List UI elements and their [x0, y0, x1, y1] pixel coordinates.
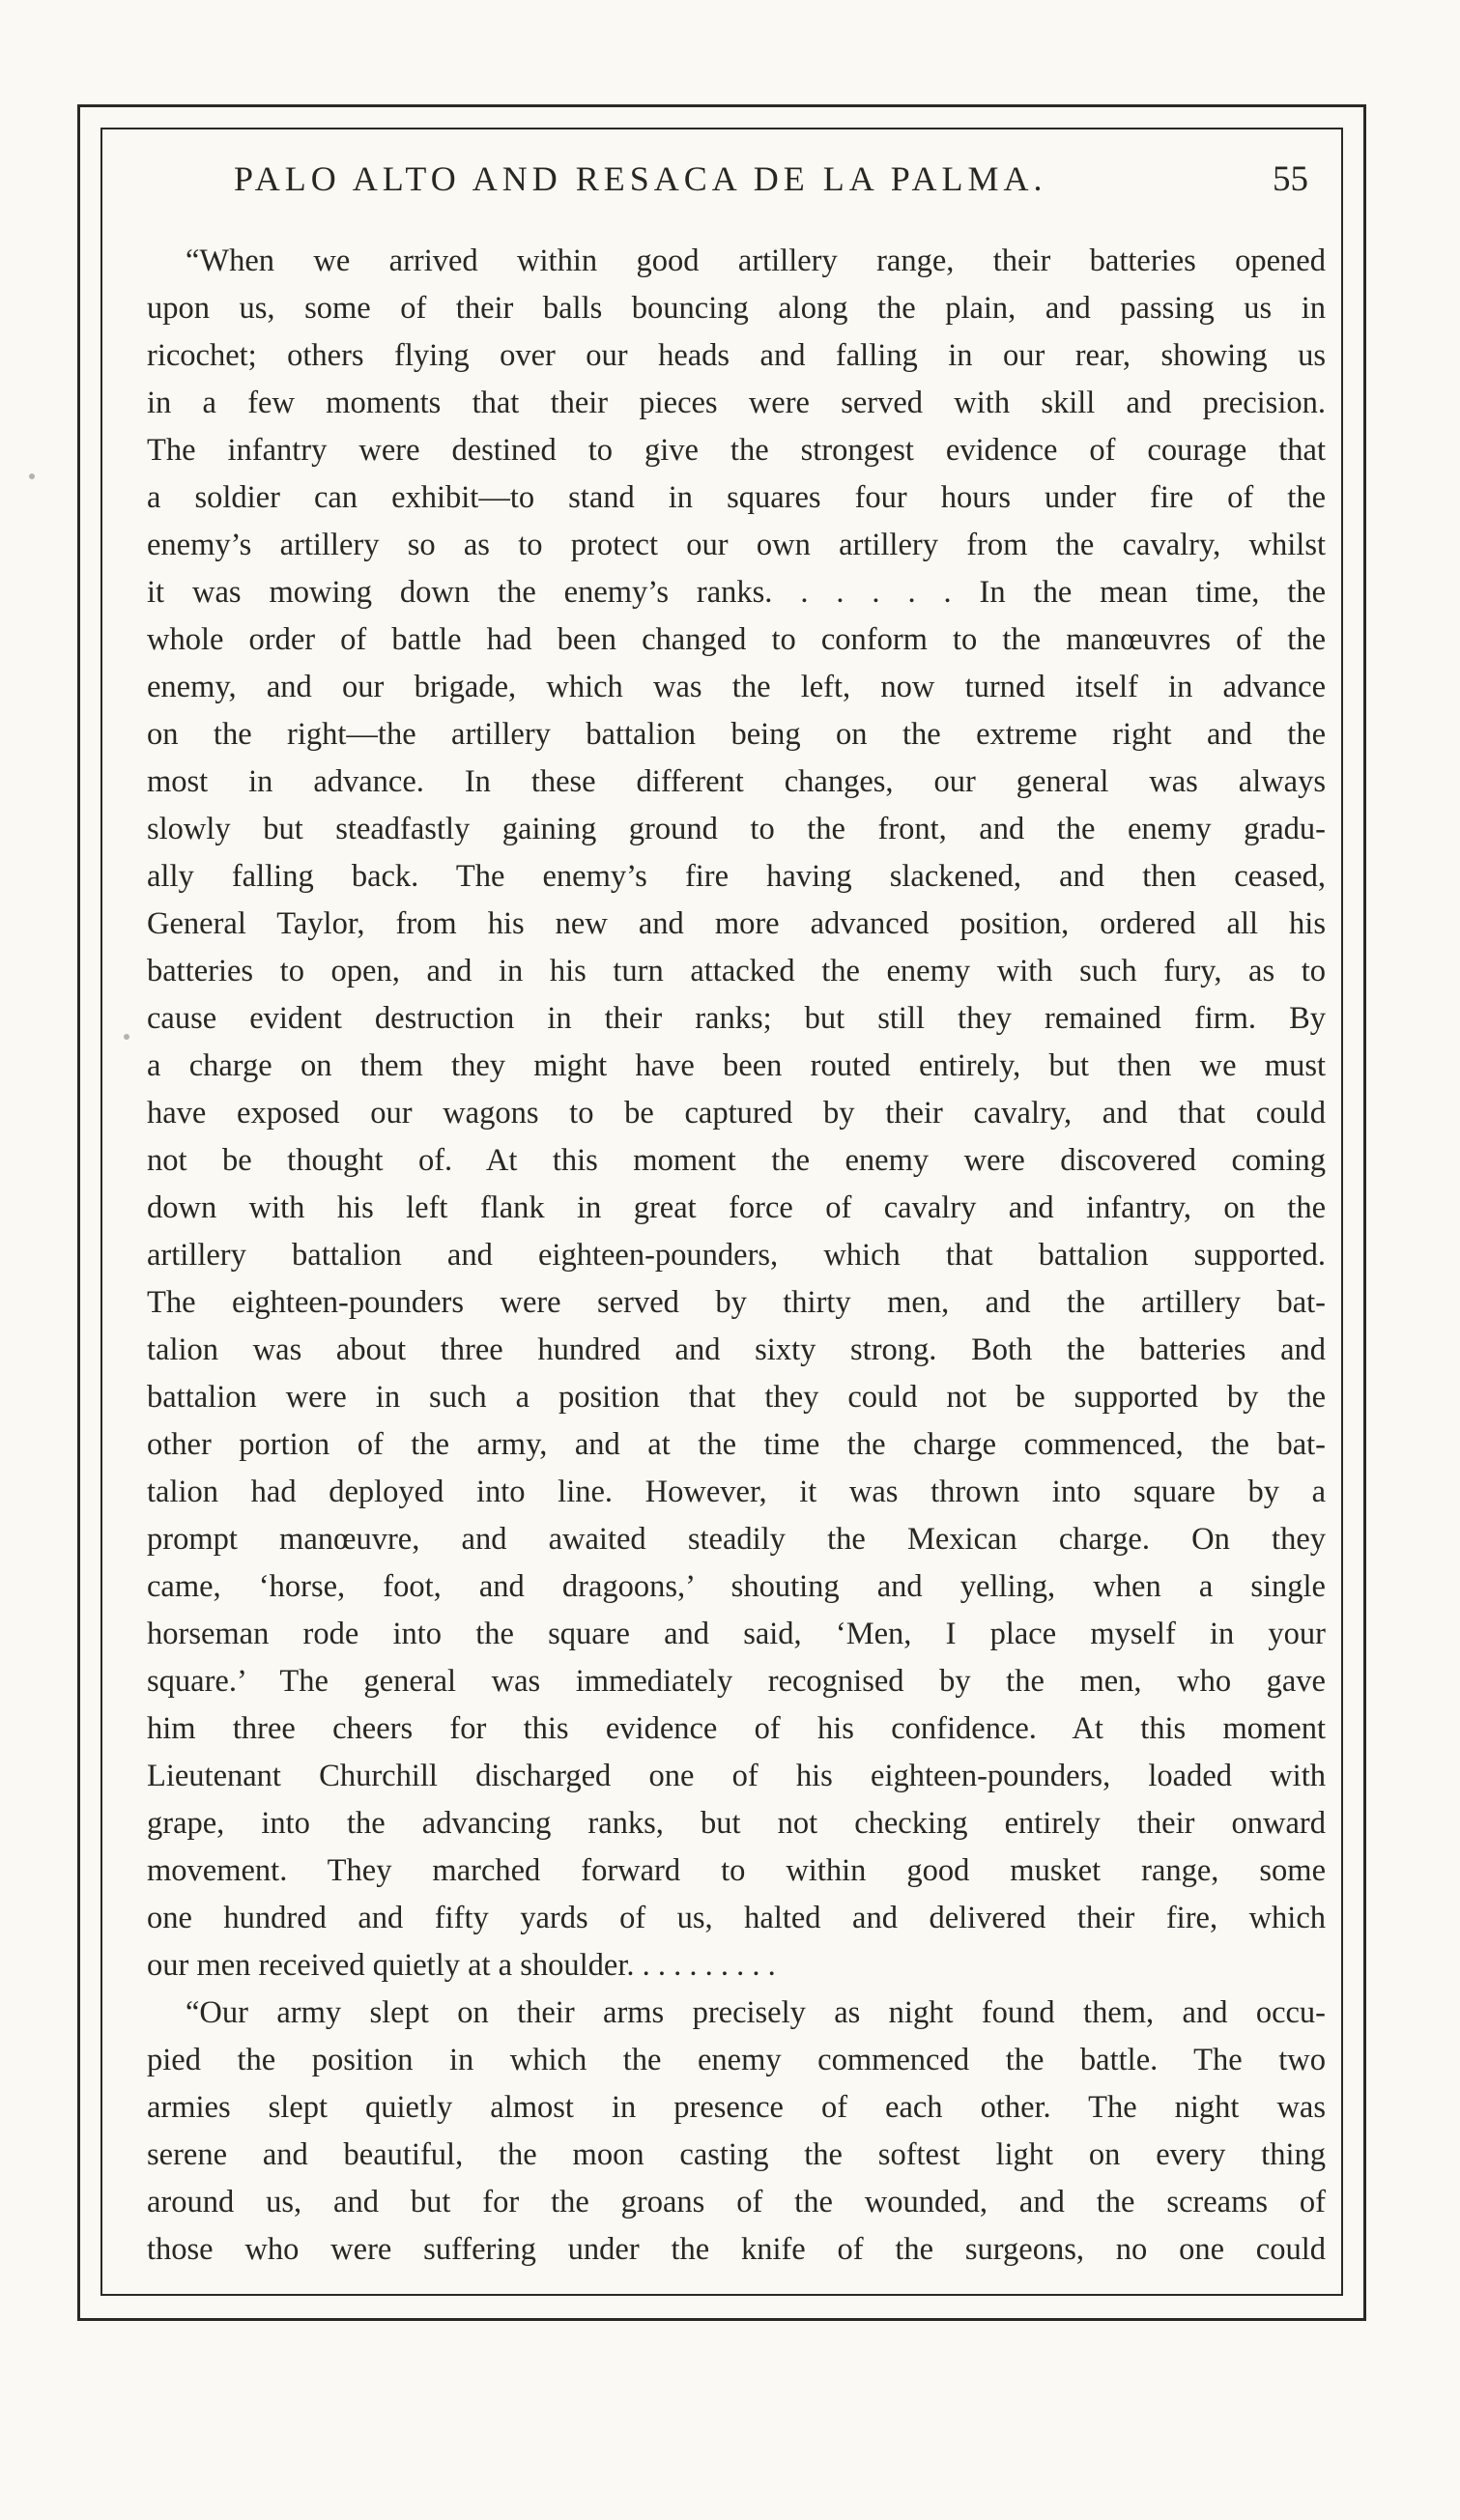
text-line: “Our army slept on their arms precisely as night found them, and occu-	[186, 1995, 1326, 2030]
text-line: on the right—the artillery battalion being on the extreme right and the	[147, 717, 1326, 752]
text-line: a soldier can exhibit—to stand in squares four hours under fire of the	[147, 480, 1326, 515]
text-line: square.’ The general was immediately recognised by the men, who gave	[147, 1664, 1326, 1699]
text-line: talion was about three hundred and sixty strong. Both the batteries and	[147, 1332, 1326, 1367]
running-title: PALO ALTO AND RESACA DE LA PALMA.	[234, 159, 1047, 198]
text-line: General Taylor, from his new and more advanced position, ordered all his	[147, 906, 1326, 941]
text-line: armies slept quietly almost in presence of each other. The night was	[147, 2090, 1326, 2125]
text-line: upon us, some of their balls bouncing along the plain, and passing us in	[147, 291, 1326, 326]
running-header	[145, 158, 1333, 216]
text-line: came, ‘horse, foot, and dragoons,’ shouting and yelling, when a single	[147, 1569, 1326, 1604]
text-line: talion had deployed into line. However, it was thrown into square by a	[147, 1475, 1326, 1509]
text-line: whole order of battle had been changed to conform to the manœuvres of the	[147, 622, 1326, 657]
page-number: 55	[1273, 159, 1308, 199]
text-line: movement. They marched forward to within good musket range, some	[147, 1853, 1326, 1888]
text-line: enemy’s artillery so as to protect our own artillery from the cavalry, whilst	[147, 528, 1326, 562]
text-line: serene and beautiful, the moon casting the softest light on every thing	[147, 2137, 1326, 2172]
text-line: one hundred and fifty yards of us, halted and delivered their fire, which	[147, 1901, 1326, 1935]
text-line: around us, and but for the groans of the wounded, and the screams of	[147, 2185, 1326, 2219]
body-text	[147, 238, 1326, 2274]
text-line: enemy, and our brigade, which was the left, now turned itself in advance	[147, 670, 1326, 704]
text-line: Lieutenant Churchill discharged one of his eighteen-pounders, loaded with	[147, 1759, 1326, 1793]
text-line: battalion were in such a position that they could not be supported by the	[147, 1380, 1326, 1415]
text-line: other portion of the army, and at the time the charge commenced, the bat-	[147, 1427, 1326, 1462]
text-line: prompt manœuvre, and awaited steadily the Mexican charge. On they	[147, 1522, 1326, 1557]
text-line: grape, into the advancing ranks, but not checking entirely their onward	[147, 1806, 1326, 1841]
text-line: cause evident destruction in their ranks; but still they remained firm. By	[147, 1001, 1326, 1036]
text-line: horseman rode into the square and said, ‘Men, I place myself in your	[147, 1617, 1326, 1651]
text-line: batteries to open, and in his turn attacked the enemy with such fury, as to	[147, 954, 1326, 988]
text-line: down with his left flank in great force of cavalry and infantry, on the	[147, 1190, 1326, 1225]
text-line: ricochet; others flying over our heads and falling in our rear, showing us	[147, 338, 1326, 373]
text-line: have exposed our wagons to be captured by their cavalry, and that could	[147, 1096, 1326, 1131]
text-line: ally falling back. The enemy’s fire having slackened, and then ceased,	[147, 859, 1326, 894]
text-line: him three cheers for this evidence of his confidence. At this moment	[147, 1711, 1326, 1746]
text-line: “When we arrived within good artillery range, their batteries opened	[186, 243, 1326, 278]
text-line: artillery battalion and eighteen-pounders, which that battalion supported.	[147, 1238, 1326, 1273]
text-line: in a few moments that their pieces were served with skill and precision.	[147, 386, 1326, 420]
text-line: slowly but steadfastly gaining ground to the front, and the enemy gradu-	[147, 812, 1326, 846]
paper-speck	[29, 473, 35, 479]
text-line: it was mowing down the enemy’s ranks. . . . . . In the mean time, the	[147, 575, 1326, 610]
text-line: our men received quietly at a shoulder. . . . . . . . . .	[147, 1948, 776, 1983]
text-line: not be thought of. At this moment the enemy were discovered coming	[147, 1143, 1326, 1178]
text-line: most in advance. In these different changes, our general was always	[147, 764, 1326, 799]
text-line: pied the position in which the enemy commenced the battle. The two	[147, 2043, 1326, 2077]
text-line: The infantry were destined to give the strongest evidence of courage that	[147, 433, 1326, 468]
text-line: The eighteen-pounders were served by thirty men, and the artillery bat-	[147, 1285, 1326, 1320]
paper-speck	[124, 1034, 129, 1040]
text-line: those who were suffering under the knife of the surgeons, no one could	[147, 2232, 1326, 2267]
text-line: a charge on them they might have been routed entirely, but then we must	[147, 1048, 1326, 1083]
